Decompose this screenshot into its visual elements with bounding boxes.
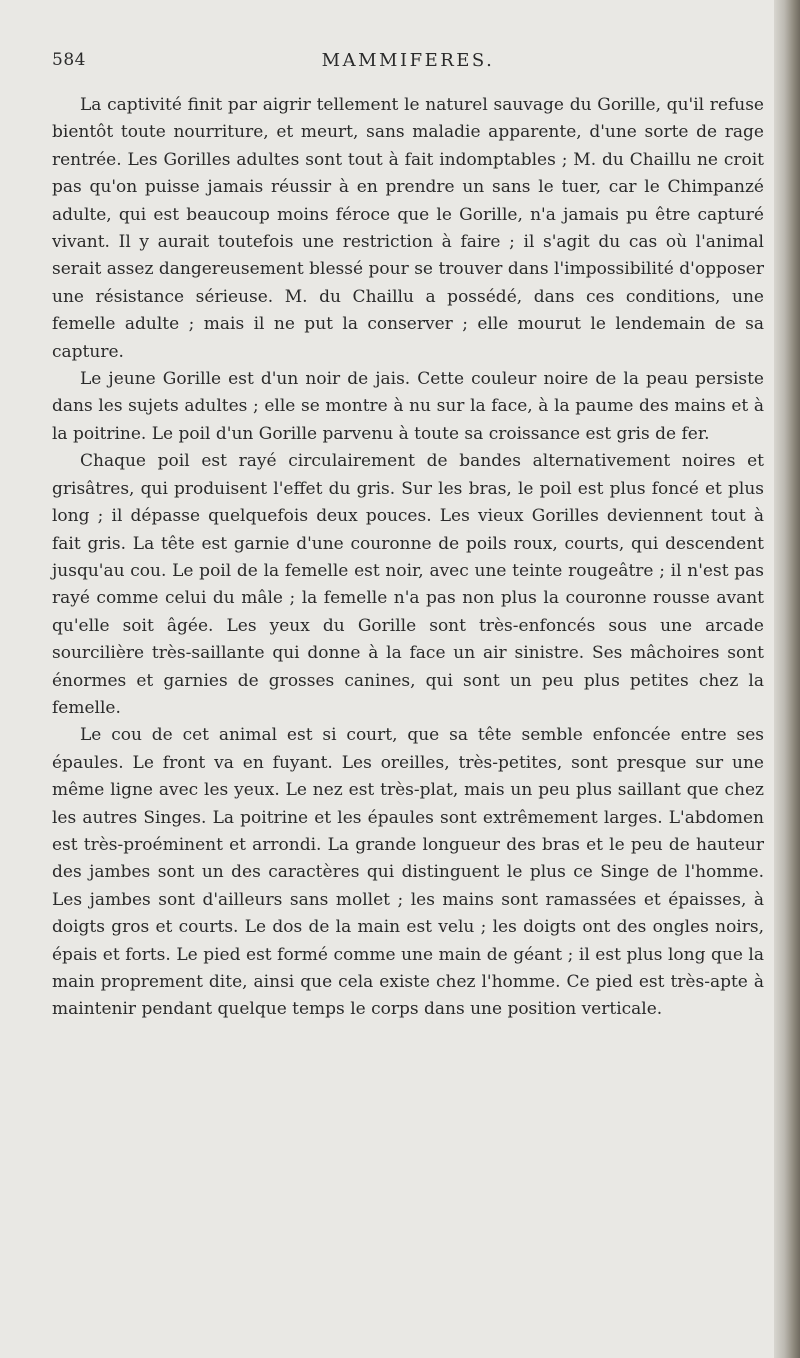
page-header [52, 50, 764, 82]
paragraph-anatomy: Le cou de cet animal est si court, que sa tête semble enfoncée entre ses épaules. Le front va en fuyant. Les oreilles, très-petites, sont presque sur une même ligne avec les yeux. Le nez est très-plat, mais un peu plus saillant que chez les autres Singes. La poitrine et les épaules sont extrêmement larges. L'abdomen est très-proéminent et arrondi. La grande longueur des bras et le peu de hauteur des jambes sont un des caractères qui distinguent le plus ce Singe de l'homme. Les jambes sont d'ailleurs sans mollet ; les mains sont ramassées et épaisses, à doigts gros et courts. Le dos de la main est velu ; les doigts ont des ongles noirs, épais et forts. Le pied est formé comme une main de géant ; il est plus long que la main proprement dite, ainsi que cela existe chez l'homme. Ce pied est très-apte à maintenir pendant quelque temps le corps dans une position verticale. [52, 725, 764, 1020]
body-text [52, 92, 764, 1024]
paragraph-captivity: La captivité finit par aigrir tellement le naturel sauvage du Gorille, qu'il refuse bientôt toute nourriture, et meurt, sans maladie apparente, d'une sorte de rage rentrée. Les Gorilles adultes sont tout à fait indomptables ; M. du Chaillu ne croit pas qu'on puisse jamais réussir à en prendre un sans le tuer, car le Chimpanzé adulte, qui est beaucoup moins féroce que le Gorille, n'a jamais pu être capturé vivant. Il y aurait toutefois une restriction à faire ; il s'agit du cas où l'animal serait assez dangereusement blessé pour se trouver dans l'impossibilité d'opposer une résistance sérieuse. M. du Chaillu a possédé, dans ces conditions, une femelle adulte ; mais il ne put la conserver ; elle mourut le lendemain de sa capture. [52, 95, 764, 362]
paragraph-color: Le jeune Gorille est d'un noir de jais. Cette couleur noire de la peau persiste dans les sujets adultes ; elle se montre à nu sur la face, à la paume des mains et à la poitrine. Le poil d'un Gorille parvenu à toute sa croissance est gris de fer. [52, 369, 764, 444]
running-title: MAMMIFERES. [321, 50, 495, 71]
paragraph-hair: Chaque poil est rayé circulairement de bandes alternativement noires et grisâtres, qui produisent l'effet du gris. Sur les bras, le poil est plus foncé et plus long ; il dépasse quelquefois deux pouces. Les vieux Gorilles deviennent tout à fait gris. La tête est garnie d'une couronne de poils roux, courts, qui descendent jusqu'au cou. Le poil de la femelle est noir, avec une teinte rougeâtre ; il n'est pas rayé comme celui du mâle ; la femelle n'a pas non plus la couronne rousse avant qu'elle soit âgée. Les yeux du Gorille sont très-enfoncés sous une arcade sourcilière très-saillante qui donne à la face un air sinistre. Ses mâchoires sont énormes et garnies de grosses canines, qui sont un peu plus petites chez la femelle. [52, 451, 764, 718]
page-edge-shadow [774, 0, 800, 1358]
page-number: 584 [52, 50, 86, 70]
